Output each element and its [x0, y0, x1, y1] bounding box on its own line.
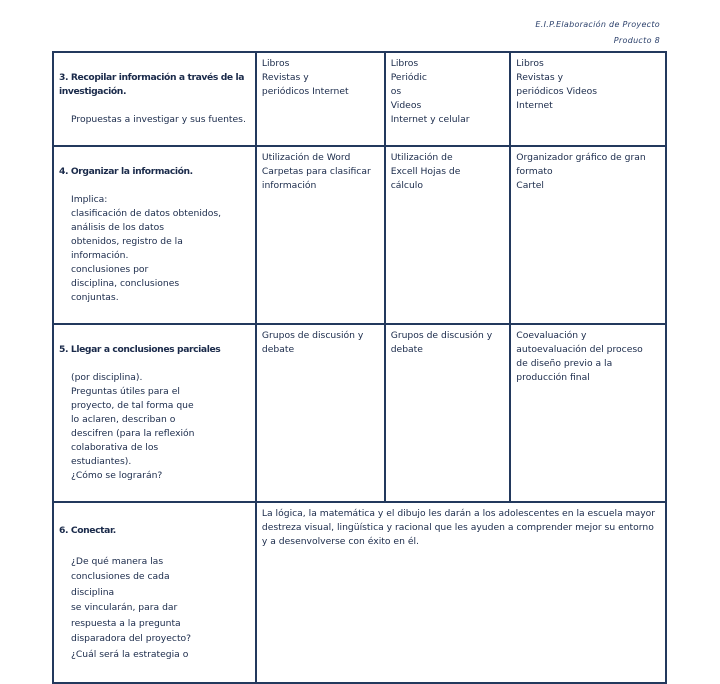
header-project-title: E.I.P.Elaboración de Proyecto: [535, 20, 660, 29]
resource-cell: Coevaluación y autoevaluación del proceso de diseño previo a la producción final: [510, 324, 666, 502]
header-product-label: Producto 8: [613, 36, 660, 45]
table-row: [53, 502, 666, 683]
project-table: [52, 51, 667, 684]
resource-cell: Utilización de Excell Hojas de cálculo: [385, 146, 511, 324]
step-cell: [53, 324, 256, 502]
step-detail: ¿De qué manera las conclusiones de cada disciplina se vincularán, para dar respuesta a la pregunta disparadora del proyecto? ¿Cuál será la estrategia o: [71, 555, 192, 660]
table-row: [53, 146, 666, 324]
step-title: 6. Conectar.: [59, 524, 116, 536]
step-detail: Implica: clasificación de datos obtenidos, análisis de los datos obtenidos, registro de la información. conclusiones por disciplina, conclusiones conjuntas.: [71, 194, 222, 303]
step-cell: [53, 502, 256, 683]
step-detail: Propuestas a investigar y sus fuentes.: [71, 114, 246, 125]
step-title: 3. Recopilar información a través de la investigación.: [59, 72, 245, 97]
step-title: 5. Llegar a conclusiones parciales: [59, 344, 221, 355]
table-row: [53, 324, 666, 502]
resource-cell: Utilización de Word Carpetas para clasificar información: [256, 146, 385, 324]
resource-cell: Libros Periódic os Videos Internet y celular: [385, 52, 511, 146]
step-cell: [53, 146, 256, 324]
table-row: [53, 52, 666, 146]
step-detail: (por disciplina). Preguntas útiles para el proyecto, de tal forma que lo aclaren, describan o descifren (para la reflexión colaborativa de los estudiantes). ¿Cómo se lograrán?: [71, 372, 195, 481]
resource-cell: Libros Revistas y periódicos Internet: [256, 52, 385, 146]
resource-cell: Grupos de discusión y debate: [385, 324, 511, 502]
step-cell: [53, 52, 256, 146]
step-title: 4. Organizar la información.: [59, 166, 193, 177]
resource-cell: Organizador gráfico de gran formato Cartel: [510, 146, 666, 324]
resource-cell: Libros Revistas y periódicos Videos Internet: [510, 52, 666, 146]
resource-cell: Grupos de discusión y debate: [256, 324, 385, 502]
merged-description-cell: La lógica, la matemática y el dibujo les darán a los adolescentes en la escuela mayor destreza visual, lingüística y racional que les ayuden a comprender mejor su entorno y a desenvolverse con éxito en él.: [256, 502, 666, 683]
